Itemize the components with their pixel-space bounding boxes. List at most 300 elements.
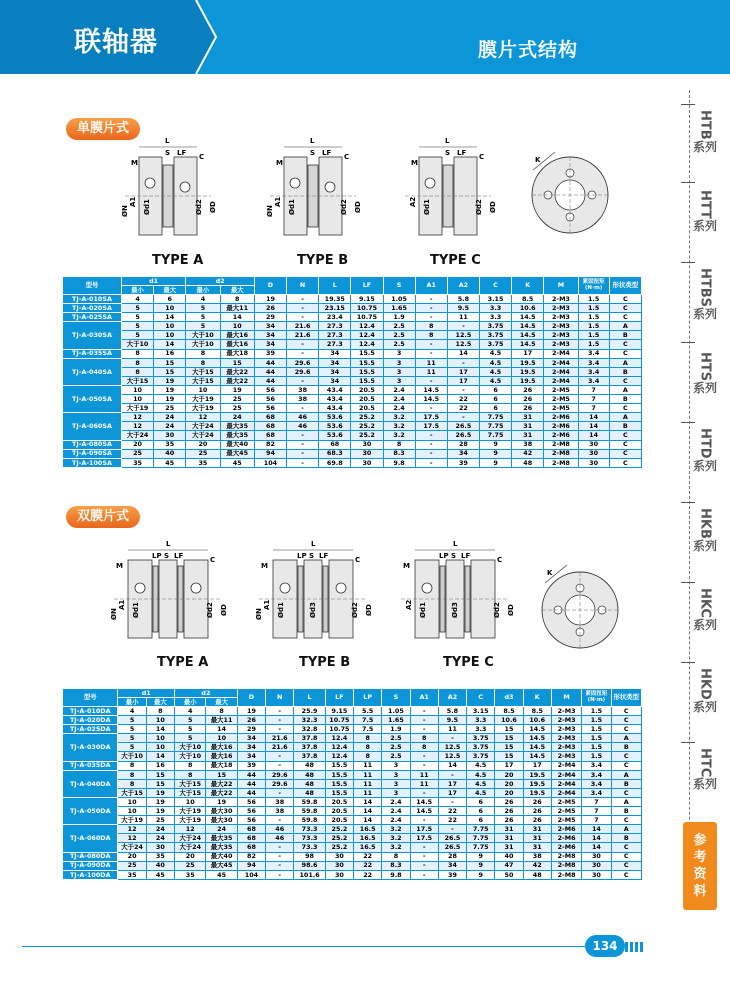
table-row <box>63 385 642 394</box>
svg-text:LF: LF <box>174 552 184 560</box>
svg-text:Ød2: Ød2 <box>206 602 214 618</box>
table-cell: 2-M5 <box>544 404 578 413</box>
sidebar-item-htbs[interactable]: HTBS 系列 <box>693 268 718 322</box>
table-cell: 68 <box>237 834 265 843</box>
svg-text:LF: LF <box>461 552 471 560</box>
table-cell: 15.5 <box>351 349 383 358</box>
table-cell: 37.8 <box>294 743 325 752</box>
table-cell: 1.65 <box>382 716 410 725</box>
table-cell: 10 <box>154 304 186 313</box>
col-N: N <box>266 689 294 707</box>
table-cell: 22 <box>438 807 466 816</box>
table-cell: 35 <box>154 440 186 449</box>
table-cell: 73.3 <box>294 825 325 834</box>
table-cell: B <box>609 422 641 431</box>
sidebar-divider <box>681 502 695 503</box>
table-cell: 25 <box>220 404 254 413</box>
table-cell: 9 <box>479 458 511 467</box>
col-A2: A2 <box>447 277 479 295</box>
table-cell: 最大30 <box>206 816 237 825</box>
table-cell: 101.6 <box>294 870 325 879</box>
svg-text:K: K <box>547 569 553 577</box>
table-cell: 82 <box>237 852 265 861</box>
table-cell: 15 <box>154 367 186 376</box>
table-cell: 25.2 <box>325 843 353 852</box>
table-cell: A <box>611 825 641 834</box>
col-N: N <box>287 277 319 295</box>
table-cell: 8 <box>121 367 153 376</box>
table-cell: 大于10 <box>186 331 220 340</box>
table-cell: 94 <box>254 449 286 458</box>
table-cell: 20.5 <box>351 404 383 413</box>
table-cell: 35 <box>121 458 153 467</box>
svg-text:LP: LP <box>439 552 449 560</box>
table-cell: 10.75 <box>325 725 353 734</box>
table-row <box>63 761 642 770</box>
svg-text:Ød2: Ød2 <box>195 199 203 215</box>
table-cell: C <box>611 816 641 825</box>
sidebar-item-reference[interactable]: 参 考 资 料 <box>683 822 717 910</box>
table-cell: 28 <box>438 852 466 861</box>
table-cell: 14.5 <box>512 331 544 340</box>
table-row <box>63 716 642 725</box>
table-cell: 30 <box>578 458 609 467</box>
table-cell: 26 <box>495 797 523 806</box>
table-cell: 6 <box>467 816 495 825</box>
table-cell: 最大35 <box>206 843 237 852</box>
table-cell: 5 <box>121 313 153 322</box>
table-cell: 19.5 <box>512 367 544 376</box>
table-cell: 大于19 <box>186 395 220 404</box>
sidebar-item-hkc[interactable]: HKC 系列 <box>693 588 718 632</box>
table-cell: - <box>415 304 447 313</box>
model-cell: TJ-A-035DA <box>63 761 118 770</box>
table-cell: - <box>266 816 294 825</box>
table-cell: 2-M8 <box>551 852 581 861</box>
table-cell: 17.5 <box>410 825 438 834</box>
table-cell: 10.6 <box>495 716 523 725</box>
svg-text:S: S <box>309 552 315 560</box>
table-cell: C <box>609 440 641 449</box>
table-cell: 26 <box>237 716 265 725</box>
table-cell: 7.75 <box>479 431 511 440</box>
table-cell: C <box>609 340 641 349</box>
table-cell: 21.6 <box>266 743 294 752</box>
table-cell: C <box>609 431 641 440</box>
table-cell: 26 <box>495 816 523 825</box>
table-cell: 31 <box>512 431 544 440</box>
table-row <box>63 440 642 449</box>
col-D: D <box>237 689 265 707</box>
table-cell: 大于15 <box>175 788 206 797</box>
table-cell: 8 <box>354 734 382 743</box>
col-d2: d2 <box>175 689 238 698</box>
table-cell: 20.5 <box>351 385 383 394</box>
svg-text:C: C <box>497 556 503 564</box>
table-cell: B <box>611 834 641 843</box>
table-cell: 23.15 <box>319 304 351 313</box>
table-cell: 14.5 <box>415 385 447 394</box>
table-row <box>63 870 642 879</box>
table-cell: 7 <box>578 404 609 413</box>
sidebar-item-htt[interactable]: HTT 系列 <box>693 190 718 233</box>
table-cell: 6 <box>479 404 511 413</box>
double-type-c-label: TYPE C <box>443 655 494 670</box>
table-cell: 45 <box>146 870 174 879</box>
table-cell: 68 <box>319 440 351 449</box>
table-cell: C <box>611 725 641 734</box>
sidebar-item-hkb[interactable]: HKB 系列 <box>693 508 718 553</box>
single-type-a-label: TYPE A <box>152 253 204 268</box>
col-K: K <box>523 689 551 707</box>
table-cell: 30 <box>351 458 383 467</box>
table-row <box>63 367 642 376</box>
table-cell: 34 <box>319 376 351 385</box>
table-cell: 2-M8 <box>551 870 581 879</box>
sidebar-divider <box>681 182 695 183</box>
svg-text:ØD: ØD <box>489 201 497 213</box>
table-cell: 37.8 <box>294 752 325 761</box>
table-cell: 大于15 <box>118 788 146 797</box>
table-cell: 大于24 <box>118 843 146 852</box>
table-cell: C <box>611 852 641 861</box>
table-cell: 9 <box>467 870 495 879</box>
svg-text:ØD: ØD <box>209 201 217 213</box>
table-cell: C <box>611 716 641 725</box>
table-cell: 30 <box>578 449 609 458</box>
table-cell: 5 <box>186 322 220 331</box>
table-cell: 8 <box>118 770 146 779</box>
svg-text:ØD: ØD <box>354 201 362 213</box>
table-cell: 19.35 <box>319 295 351 304</box>
table-cell: 16 <box>154 349 186 358</box>
table-cell: 最大18 <box>220 349 254 358</box>
table-row <box>63 349 642 358</box>
table-cell: - <box>410 788 438 797</box>
table-row <box>63 852 642 861</box>
table-cell: 47 <box>495 861 523 870</box>
table-cell: 20.5 <box>351 395 383 404</box>
table-cell: 34 <box>254 322 286 331</box>
table-cell: 20 <box>186 440 220 449</box>
table-cell: - <box>287 440 319 449</box>
table-cell: 1.5 <box>582 743 611 752</box>
table-cell: 10.6 <box>512 304 544 313</box>
table-cell: 59.8 <box>294 797 325 806</box>
table-cell: 10 <box>146 734 174 743</box>
table-cell: 3 <box>382 779 410 788</box>
section-single-title: 单膜片式 <box>66 118 140 140</box>
table-cell: 45 <box>220 458 254 467</box>
table-cell: 9 <box>479 449 511 458</box>
table-cell: 3.2 <box>383 431 415 440</box>
table-cell: 31 <box>512 413 544 422</box>
table-cell: 38 <box>287 385 319 394</box>
table-cell: 15 <box>495 734 523 743</box>
col-M: M <box>551 689 581 707</box>
table-cell: 2.5 <box>383 331 415 340</box>
table-row <box>63 779 642 788</box>
model-cell: TJ-A-010DA <box>63 707 118 716</box>
table-cell: 12.5 <box>447 340 479 349</box>
table-cell: 56 <box>237 816 265 825</box>
sidebar-item-htc[interactable]: HTC 系列 <box>693 748 718 792</box>
col-shape: 形状类型 <box>611 689 641 707</box>
table-cell: 34 <box>254 340 286 349</box>
svg-text:C: C <box>479 153 485 161</box>
table-cell: 14.5 <box>415 395 447 404</box>
table-cell: - <box>410 752 438 761</box>
table-row <box>63 797 642 806</box>
table-cell: 19 <box>146 797 174 806</box>
table-cell: 25.2 <box>351 431 383 440</box>
table-cell: 14.5 <box>523 725 551 734</box>
table-cell: 69.8 <box>319 458 351 467</box>
table-cell: 30 <box>325 852 353 861</box>
table-cell: - <box>415 376 447 385</box>
table-cell: 最大22 <box>206 788 237 797</box>
table-cell: 2-M3 <box>551 734 581 743</box>
table-cell: 2.4 <box>382 816 410 825</box>
table-cell: 8 <box>175 770 206 779</box>
table-cell: 26.5 <box>447 422 479 431</box>
table-cell: 8 <box>382 852 410 861</box>
table-cell: 26 <box>254 304 286 313</box>
table-cell: C <box>611 861 641 870</box>
table-cell: 3 <box>383 367 415 376</box>
table-cell: 15 <box>220 358 254 367</box>
table-cell: 48 <box>294 770 325 779</box>
table-cell: 2.4 <box>382 797 410 806</box>
table-cell: - <box>415 349 447 358</box>
table-cell: 8.5 <box>523 707 551 716</box>
table-cell: 2.5 <box>383 322 415 331</box>
table-cell: 4.5 <box>479 358 511 367</box>
table-cell: 15 <box>146 770 174 779</box>
table-cell: 44 <box>254 358 286 367</box>
table-cell: 3.2 <box>382 825 410 834</box>
table-cell: 5 <box>175 725 206 734</box>
table-cell: 24 <box>146 825 174 834</box>
table-cell: 42 <box>512 449 544 458</box>
sidebar-divider <box>681 422 695 423</box>
table-cell: - <box>410 861 438 870</box>
table-cell: 4 <box>118 707 146 716</box>
single-spec-table <box>62 276 642 468</box>
table-cell: 31 <box>523 825 551 834</box>
table-cell: 68 <box>254 431 286 440</box>
svg-text:ØN: ØN <box>255 608 263 620</box>
table-cell: - <box>266 752 294 761</box>
table-cell: 14 <box>438 761 466 770</box>
table-cell: 9 <box>467 861 495 870</box>
table-cell: 3.75 <box>479 322 511 331</box>
col-torque: 紧固扭矩 (N·m) <box>582 689 611 707</box>
table-cell: B <box>609 395 641 404</box>
table-cell: A <box>609 413 641 422</box>
table-cell: 8 <box>186 349 220 358</box>
table-cell: 48 <box>512 458 544 467</box>
table-cell: 16.5 <box>354 843 382 852</box>
page-number: 134 <box>585 935 625 957</box>
table-cell: 3.3 <box>467 716 495 725</box>
svg-text:C: C <box>355 556 361 564</box>
svg-text:A1: A1 <box>263 599 271 610</box>
table-cell: 11 <box>354 779 382 788</box>
table-cell: 2-M3 <box>544 304 578 313</box>
svg-text:L: L <box>310 137 315 145</box>
table-cell: - <box>266 716 294 725</box>
table-cell: 22 <box>354 870 382 879</box>
table-cell: 31 <box>495 834 523 843</box>
col-C: C <box>479 277 511 295</box>
table-cell: 30 <box>351 449 383 458</box>
sidebar-item-hkd[interactable]: HKD 系列 <box>693 668 718 714</box>
table-cell: 6 <box>467 807 495 816</box>
table-cell: 39 <box>438 870 466 879</box>
svg-text:A2: A2 <box>409 196 417 207</box>
single-type-b-label: TYPE B <box>297 253 349 268</box>
table-cell: 1.65 <box>383 304 415 313</box>
svg-text:C: C <box>344 153 350 161</box>
table-cell: 4 <box>175 707 206 716</box>
table-cell: 19.5 <box>512 376 544 385</box>
table-cell: 104 <box>237 870 265 879</box>
table-cell: 2.4 <box>382 807 410 816</box>
table-cell: 大于10 <box>186 340 220 349</box>
table-cell: 9.8 <box>382 870 410 879</box>
table-cell: 8.3 <box>382 861 410 870</box>
table-cell: 9.8 <box>383 458 415 467</box>
table-cell: 23.4 <box>319 313 351 322</box>
table-row <box>63 725 642 734</box>
single-type-c-drawing <box>385 135 505 250</box>
table-cell: 大于19 <box>118 816 146 825</box>
table-cell: 50 <box>495 870 523 879</box>
table-cell: B <box>611 743 641 752</box>
table-cell: 4 <box>121 295 153 304</box>
table-cell: 8.3 <box>383 449 415 458</box>
table-cell: 30 <box>325 870 353 879</box>
svg-text:M: M <box>131 159 138 167</box>
table-cell: 30 <box>582 861 611 870</box>
table-cell: 8 <box>410 743 438 752</box>
table-cell: 14 <box>447 349 479 358</box>
table-cell: 17 <box>438 779 466 788</box>
table-cell: 5 <box>186 304 220 313</box>
table-row <box>63 376 642 385</box>
table-cell: 15.5 <box>351 358 383 367</box>
table-cell: 2-M3 <box>551 716 581 725</box>
sidebar-item-htd[interactable]: HTD 系列 <box>693 428 718 473</box>
svg-text:S: S <box>165 149 171 157</box>
table-cell: 59.8 <box>294 807 325 816</box>
table-cell: 38 <box>523 852 551 861</box>
table-cell: 24 <box>146 834 174 843</box>
table-cell: 3 <box>383 376 415 385</box>
svg-text:LF: LF <box>177 149 187 157</box>
table-cell: 15 <box>495 743 523 752</box>
table-cell: 20.5 <box>325 797 353 806</box>
table-cell: - <box>287 304 319 313</box>
col-torque: 紧固扭矩 (N·m) <box>578 277 609 295</box>
table-cell: 40 <box>154 449 186 458</box>
table-cell: 4.5 <box>479 367 511 376</box>
table-cell: 3.4 <box>582 770 611 779</box>
table-cell: 98.6 <box>294 861 325 870</box>
table-cell: C <box>609 376 641 385</box>
table-cell: C <box>609 349 641 358</box>
table-cell: 大于24 <box>175 834 206 843</box>
table-cell: 44 <box>237 779 265 788</box>
table-cell: 最大16 <box>206 743 237 752</box>
table-cell: 4.5 <box>467 770 495 779</box>
svg-text:M: M <box>276 159 283 167</box>
table-cell: 46 <box>287 413 319 422</box>
svg-text:Ød1: Ød1 <box>423 199 431 215</box>
table-cell: 44 <box>254 367 286 376</box>
table-cell: 27.3 <box>319 340 351 349</box>
table-cell: 3.4 <box>578 376 609 385</box>
table-cell: 5 <box>118 743 146 752</box>
table-cell: 12.4 <box>325 752 353 761</box>
table-cell: 26 <box>512 395 544 404</box>
table-cell: 最大22 <box>220 376 254 385</box>
sidebar-item-hts[interactable]: HTS 系列 <box>693 352 718 396</box>
table-cell: 5 <box>118 734 146 743</box>
col-A1: A1 <box>410 689 438 707</box>
table-row <box>63 358 642 367</box>
col-d1-max: 最大 <box>154 286 186 295</box>
table-cell: 3.75 <box>479 340 511 349</box>
table-cell: - <box>266 707 294 716</box>
table-cell: 15 <box>146 779 174 788</box>
model-cell: TJ-A-035SA <box>63 349 122 358</box>
table-cell: 2-M4 <box>544 376 578 385</box>
table-cell: 19 <box>154 376 186 385</box>
table-cell: 8 <box>146 707 174 716</box>
table-cell: 14 <box>582 843 611 852</box>
table-cell: B <box>609 367 641 376</box>
table-cell: 10 <box>121 395 153 404</box>
table-cell: 82 <box>254 440 286 449</box>
table-cell: 2-M4 <box>551 761 581 770</box>
table-cell: A <box>611 797 641 806</box>
svg-text:L: L <box>311 540 316 548</box>
table-cell: 38 <box>512 440 544 449</box>
table-cell: B <box>611 807 641 816</box>
svg-text:L: L <box>165 137 170 145</box>
table-cell: 17 <box>447 376 479 385</box>
table-cell: 22 <box>354 852 382 861</box>
table-cell: 10.75 <box>351 313 383 322</box>
sidebar-item-htb[interactable]: HTB 系列 <box>693 110 718 154</box>
table-cell: 26 <box>523 797 551 806</box>
table-cell: 19 <box>154 385 186 394</box>
table-cell: 73.3 <box>294 834 325 843</box>
table-cell: 14.5 <box>512 340 544 349</box>
table-cell: 31 <box>523 834 551 843</box>
table-cell: 12 <box>186 413 220 422</box>
table-cell: 15 <box>154 358 186 367</box>
table-cell: 44 <box>237 770 265 779</box>
table-cell: 8 <box>354 743 382 752</box>
table-cell: 68 <box>254 413 286 422</box>
table-cell: 2-M6 <box>551 834 581 843</box>
table-cell: 2-M6 <box>544 422 578 431</box>
table-cell: 14.5 <box>410 797 438 806</box>
table-cell: 3.4 <box>582 788 611 797</box>
